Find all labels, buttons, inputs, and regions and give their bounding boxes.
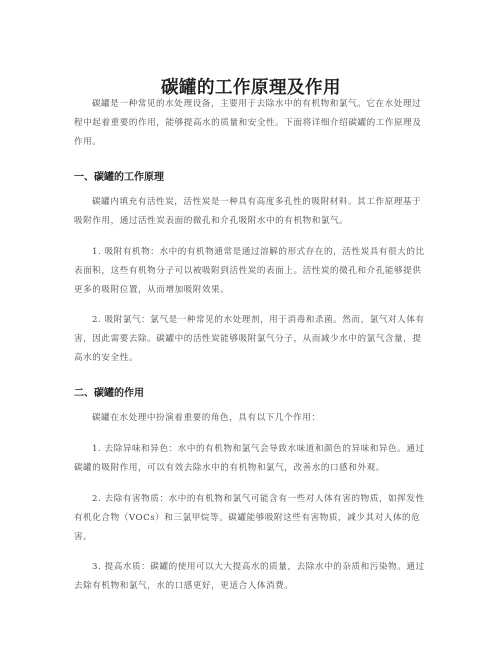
section-2-item-2: 2. 去除有害物质：水中的有机物和氯气可能含有一些对人体有害的物质，如挥发性有机化合物（VOCs）和三氯甲烷等。碳罐能够吸附这些有害物质，减少其对人体的危害。 bbox=[74, 494, 425, 542]
section-1-item-2: 2. 吸附氯气：氯气是一种常见的水处理剂，用于消毒和杀菌。然而，氯气对人体有害，因此需要去除。碳罐中的活性炭能够吸附氯气分子，从而减少水中的氯气含量，提高水的安全性。 bbox=[74, 315, 425, 363]
section-2-item-3: 3. 提高水质：碳罐的使用可以大大提高水的质量，去除水中的杂质和污染物。通过去除有机物和氯气，水的口感更好，更适合人体消费。 bbox=[74, 562, 425, 591]
section-1-heading: 一、碳罐的工作原理 bbox=[74, 172, 164, 183]
intro-paragraph: 碳罐是一种常见的水处理设备，主要用于去除水中的有机物和氯气。它在水处理过程中起着重要的作用，能够提高水的质量和安全性。下面将详细介绍碳罐的工作原理及作用。 bbox=[74, 99, 422, 147]
section-2-item-1: 1. 去除异味和异色：水中的有机物和氯气会导致水味道和颜色的异味和异色。通过碳罐的吸附作用，可以有效去除水中的有机物和氯气，改善水的口感和外观。 bbox=[74, 444, 425, 473]
section-1-paragraph: 碳罐内填充有活性炭，活性炭是一种具有高度多孔性的吸附材料。其工作原理基于吸附作用，通过活性炭表面的微孔和介孔吸附水中的有机物和氯气。 bbox=[74, 197, 422, 226]
section-2-heading: 二、碳罐的作用 bbox=[74, 388, 144, 399]
section-2-paragraph: 碳罐在水处理中扮演着重要的角色，具有以下几个作用： bbox=[92, 413, 321, 423]
page-title: 碳罐的工作原理及作用 bbox=[161, 77, 341, 98]
section-1-item-1: 1. 吸附有机物：水中的有机物通常是通过溶解的形式存在的，活性炭具有很大的比表面积，这些有机物分子可以被吸附到活性炭的表面上。活性炭的微孔和介孔能够提供更多的吸附位置，从而增加吸附效果。 bbox=[74, 247, 425, 295]
